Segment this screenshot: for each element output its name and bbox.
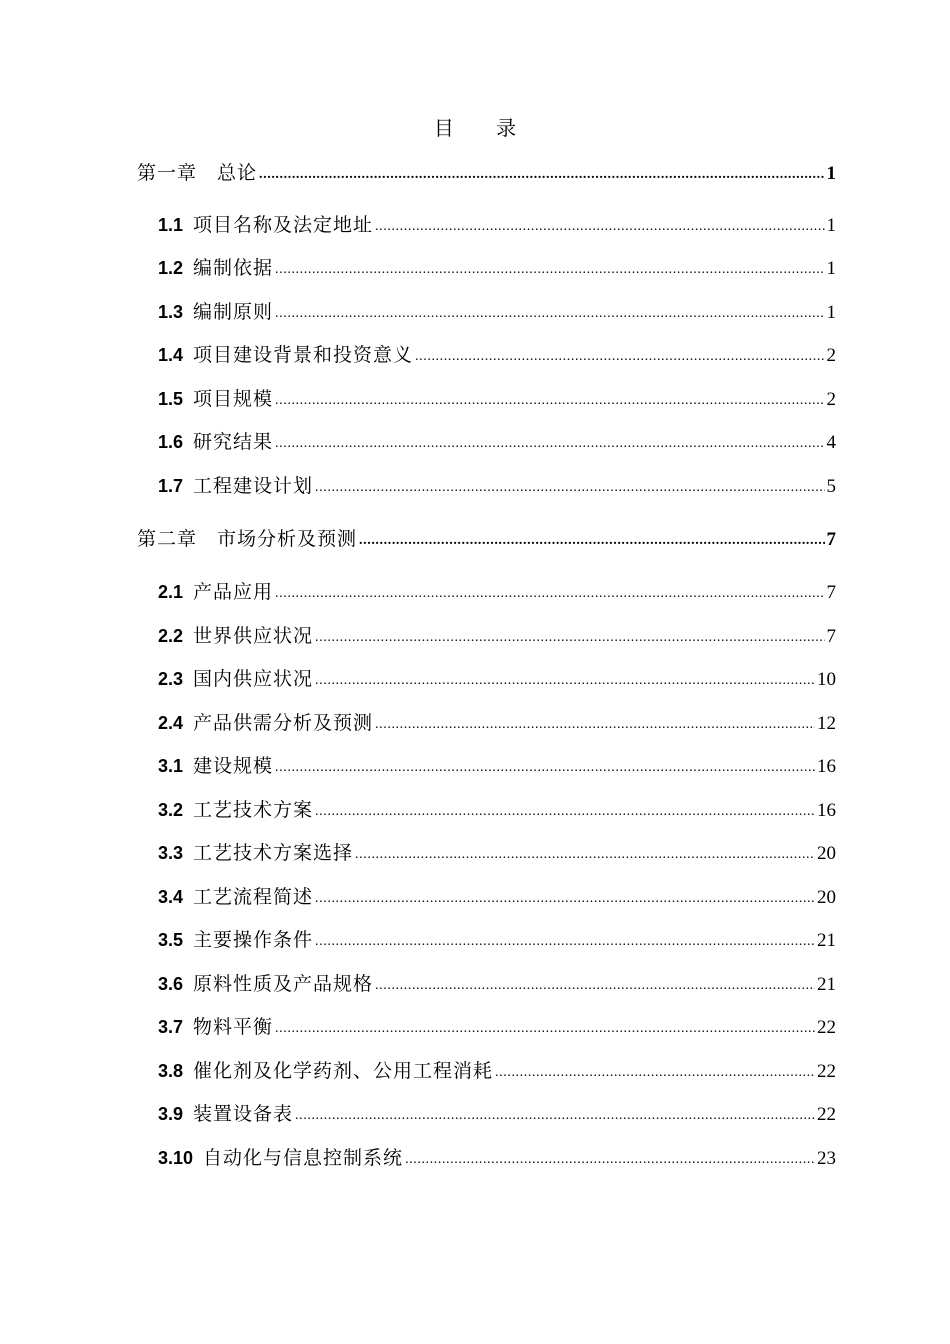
toc-dot-leader xyxy=(375,968,815,1001)
toc-page-number: 22 xyxy=(817,1017,836,1038)
toc-page-number: 20 xyxy=(817,887,836,908)
toc-section-number: 3.10 xyxy=(158,1148,194,1168)
toc-dot-leader xyxy=(315,620,824,653)
toc-page-number: 2 xyxy=(826,345,836,366)
toc-page-number: 20 xyxy=(817,843,836,864)
toc-entry-title: 编制依据 xyxy=(193,257,274,279)
toc-page-number: 5 xyxy=(826,476,836,497)
toc-section-number: 1.3 xyxy=(158,302,184,322)
toc-entry-title: 产品供需分析及预测 xyxy=(193,712,374,734)
toc-dot-leader xyxy=(259,157,824,190)
toc-section-number: 2.3 xyxy=(158,669,184,689)
toc-entry-title: 工程建设计划 xyxy=(193,475,314,497)
toc-entry-title: 国内供应状况 xyxy=(193,668,314,690)
toc-section-entry[interactable] xyxy=(158,882,836,912)
toc-dot-leader xyxy=(275,252,824,285)
toc-entry-title: 主要操作条件 xyxy=(193,929,314,951)
toc-page-number: 22 xyxy=(817,1061,836,1082)
toc-entry-title: 催化剂及化学药剂、公用工程消耗 xyxy=(193,1060,494,1082)
toc-section-entry[interactable] xyxy=(158,471,836,501)
toc-section-entry[interactable] xyxy=(158,297,836,327)
toc-chapter-entry[interactable] xyxy=(137,158,836,188)
toc-entry-title: 编制原则 xyxy=(193,301,274,323)
toc-dot-leader xyxy=(275,576,824,609)
toc-dot-leader xyxy=(315,794,815,827)
toc-page-number: 10 xyxy=(817,669,836,690)
toc-dot-leader xyxy=(295,1098,815,1131)
toc-section-entry[interactable] xyxy=(158,751,836,781)
toc-section-number: 3.9 xyxy=(158,1104,184,1124)
toc-dot-leader xyxy=(275,426,824,459)
toc-entry-title: 项目建设背景和投资意义 xyxy=(193,344,414,366)
toc-entry-title: 第一章 总论 xyxy=(137,162,258,184)
toc-entry-title: 第二章 市场分析及预测 xyxy=(137,528,358,550)
toc-entry-title: 装置设备表 xyxy=(193,1103,294,1125)
toc-dot-leader xyxy=(405,1142,815,1175)
toc-section-number: 1.6 xyxy=(158,432,184,452)
toc-entry-title: 物料平衡 xyxy=(193,1016,274,1038)
toc-page-number: 1 xyxy=(826,215,836,236)
toc-section-entry[interactable] xyxy=(158,253,836,283)
toc-section-entry[interactable] xyxy=(158,1099,836,1129)
toc-section-number: 3.6 xyxy=(158,974,184,994)
toc-section-number: 1.4 xyxy=(158,345,184,365)
toc-dot-leader xyxy=(315,881,815,914)
toc-section-entry[interactable] xyxy=(158,969,836,999)
toc-heading: 目 录 xyxy=(433,116,535,140)
toc-page-number: 21 xyxy=(817,930,836,951)
toc-section-entry[interactable] xyxy=(158,427,836,457)
toc-dot-leader xyxy=(275,750,815,783)
toc-section-entry[interactable] xyxy=(158,708,836,738)
toc-dot-leader xyxy=(375,707,815,740)
toc-page-number: 2 xyxy=(826,389,836,410)
toc-page-number: 23 xyxy=(817,1148,836,1169)
toc-section-number: 3.5 xyxy=(158,930,184,950)
toc-section-number: 2.1 xyxy=(158,582,184,602)
toc-page-number: 21 xyxy=(817,974,836,995)
toc-entry-title: 项目规模 xyxy=(193,388,274,410)
toc-section-number: 1.2 xyxy=(158,258,184,278)
toc-section-entry[interactable] xyxy=(158,1143,836,1173)
toc-entry-title: 产品应用 xyxy=(193,581,274,603)
toc-dot-leader xyxy=(415,339,824,372)
toc-section-entry[interactable] xyxy=(158,577,836,607)
toc-page-number: 16 xyxy=(817,800,836,821)
toc-chapter-entry[interactable] xyxy=(137,524,836,554)
toc-section-number: 3.4 xyxy=(158,887,184,907)
toc-section-number: 3.2 xyxy=(158,800,184,820)
toc-section-entry[interactable] xyxy=(158,1056,836,1086)
toc-entry-title: 研究结果 xyxy=(193,431,274,453)
toc-section-number: 3.1 xyxy=(158,756,184,776)
toc-page-number: 7 xyxy=(826,582,836,603)
toc-entry-title: 工艺技术方案选择 xyxy=(193,842,354,864)
toc-section-entry[interactable] xyxy=(158,621,836,651)
toc-dot-leader xyxy=(495,1055,815,1088)
toc-dot-leader xyxy=(315,663,815,696)
toc-section-entry[interactable] xyxy=(158,925,836,955)
toc-section-number: 1.7 xyxy=(158,476,184,496)
toc-page-number: 12 xyxy=(817,713,836,734)
toc-dot-leader xyxy=(275,383,824,416)
toc-page-number: 16 xyxy=(817,756,836,777)
toc-section-number: 1.5 xyxy=(158,389,184,409)
toc-section-number: 3.8 xyxy=(158,1061,184,1081)
toc-section-entry[interactable] xyxy=(158,340,836,370)
toc-dot-leader xyxy=(375,209,824,242)
toc-dot-leader xyxy=(359,523,824,556)
toc-section-entry[interactable] xyxy=(158,210,836,240)
toc-dot-leader xyxy=(355,837,815,870)
toc-page-number: 1 xyxy=(826,302,836,323)
toc-dot-leader xyxy=(275,1011,815,1044)
toc-section-number: 3.3 xyxy=(158,843,184,863)
toc-section-number: 2.4 xyxy=(158,713,184,733)
toc-section-entry[interactable] xyxy=(158,384,836,414)
toc-entry-title: 世界供应状况 xyxy=(193,625,314,647)
toc-dot-leader xyxy=(315,470,824,503)
toc-dot-leader xyxy=(275,296,824,329)
toc-entry-title: 工艺技术方案 xyxy=(193,799,314,821)
toc-section-number: 3.7 xyxy=(158,1017,184,1037)
toc-page-number: 7 xyxy=(826,529,836,550)
toc-entry-title: 自动化与信息控制系统 xyxy=(203,1147,404,1169)
toc-entry-title: 项目名称及法定地址 xyxy=(193,214,374,236)
toc-section-number: 2.2 xyxy=(158,626,184,646)
toc-section-entry[interactable] xyxy=(158,1012,836,1042)
toc-section-entry[interactable] xyxy=(158,664,836,694)
toc-dot-leader xyxy=(315,924,815,957)
toc-entry-title: 工艺流程简述 xyxy=(193,886,314,908)
toc-section-number: 1.1 xyxy=(158,215,184,235)
toc-page-number: 7 xyxy=(826,626,836,647)
toc-entry-title: 建设规模 xyxy=(193,755,274,777)
toc-page-number: 1 xyxy=(826,258,836,279)
toc-entry-title: 原料性质及产品规格 xyxy=(193,973,374,995)
toc-section-entry[interactable] xyxy=(158,795,836,825)
toc-section-entry[interactable] xyxy=(158,838,836,868)
toc-page-number: 4 xyxy=(826,432,836,453)
toc-page-number: 22 xyxy=(817,1104,836,1125)
toc-page-number: 1 xyxy=(826,163,836,184)
